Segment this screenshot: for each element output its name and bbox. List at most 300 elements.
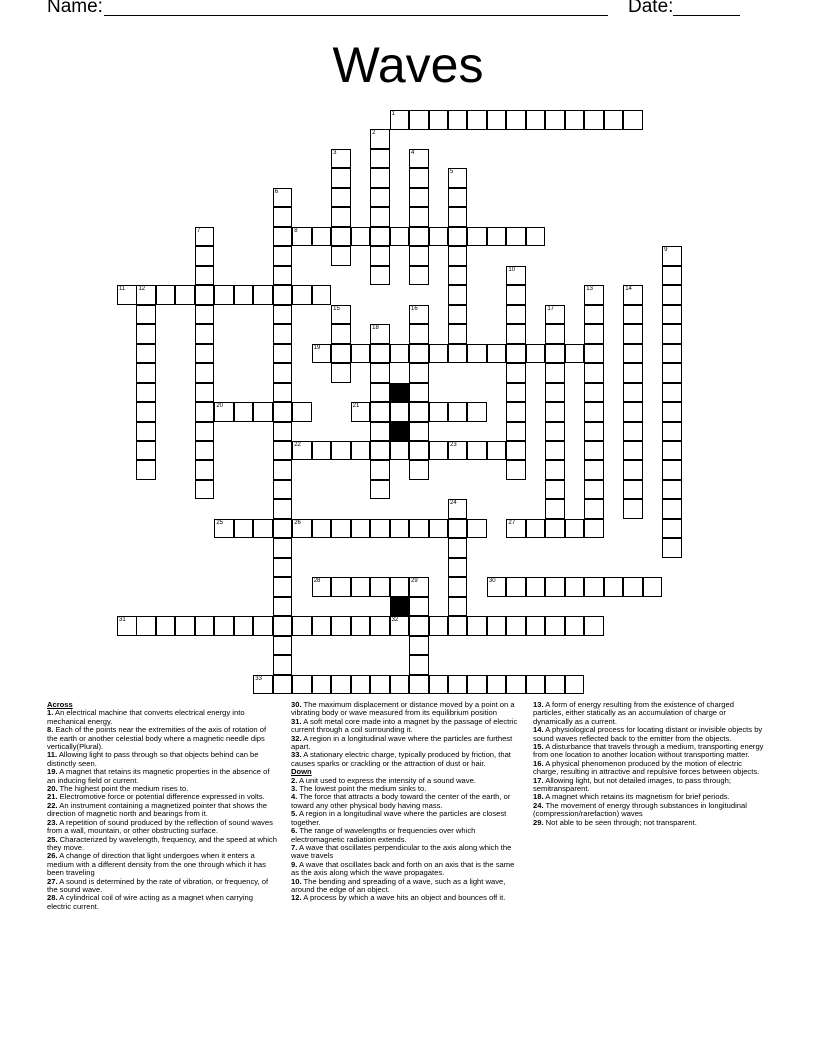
grid-cell[interactable] xyxy=(448,402,468,422)
grid-cell[interactable] xyxy=(312,344,332,364)
grid-cell[interactable] xyxy=(351,441,371,461)
grid-cell[interactable] xyxy=(234,402,254,422)
grid-cell[interactable] xyxy=(273,246,293,266)
grid-cell[interactable] xyxy=(292,519,312,539)
grid-cell[interactable] xyxy=(623,285,643,305)
grid-cell[interactable] xyxy=(409,675,429,695)
grid-cell[interactable] xyxy=(526,675,546,695)
grid-cell[interactable] xyxy=(506,402,526,422)
grid-cell[interactable] xyxy=(195,266,215,286)
grid-cell[interactable] xyxy=(584,285,604,305)
grid-cell[interactable] xyxy=(409,402,429,422)
grid-cell[interactable] xyxy=(487,577,507,597)
grid-cell[interactable] xyxy=(429,675,449,695)
grid-cell[interactable] xyxy=(390,344,410,364)
grid-cell[interactable] xyxy=(526,616,546,636)
grid-cell[interactable] xyxy=(487,344,507,364)
grid-cell[interactable] xyxy=(273,558,293,578)
grid-cell[interactable] xyxy=(331,227,351,247)
grid-cell[interactable] xyxy=(429,616,449,636)
grid-cell[interactable] xyxy=(545,363,565,383)
grid-cell[interactable] xyxy=(429,519,449,539)
grid-cell[interactable] xyxy=(273,441,293,461)
grid-cell[interactable] xyxy=(195,344,215,364)
grid-cell[interactable] xyxy=(526,577,546,597)
grid-cell[interactable] xyxy=(117,616,137,636)
grid-cell[interactable] xyxy=(273,519,293,539)
grid-cell[interactable] xyxy=(545,675,565,695)
grid-cell[interactable] xyxy=(273,616,293,636)
grid-cell[interactable] xyxy=(331,675,351,695)
grid-cell[interactable] xyxy=(351,344,371,364)
grid-cell[interactable] xyxy=(370,207,390,227)
grid-cell[interactable] xyxy=(273,207,293,227)
grid-cell[interactable] xyxy=(545,460,565,480)
grid-cell[interactable] xyxy=(565,110,585,130)
grid-cell[interactable] xyxy=(448,324,468,344)
grid-cell[interactable] xyxy=(448,344,468,364)
grid-cell[interactable] xyxy=(545,499,565,519)
grid-cell[interactable] xyxy=(448,285,468,305)
grid-cell[interactable] xyxy=(623,422,643,442)
grid-cell[interactable] xyxy=(409,266,429,286)
grid-cell[interactable] xyxy=(273,655,293,675)
grid-cell[interactable] xyxy=(273,383,293,403)
grid-cell[interactable] xyxy=(136,402,156,422)
grid-cell[interactable] xyxy=(390,110,410,130)
grid-cell[interactable] xyxy=(448,207,468,227)
grid-cell[interactable] xyxy=(370,383,390,403)
grid-cell[interactable] xyxy=(175,285,195,305)
grid-cell[interactable] xyxy=(175,616,195,636)
grid-cell[interactable] xyxy=(409,305,429,325)
grid-cell[interactable] xyxy=(136,305,156,325)
grid-cell[interactable] xyxy=(370,577,390,597)
grid-cell[interactable] xyxy=(506,441,526,461)
grid-cell[interactable] xyxy=(370,402,390,422)
grid-cell[interactable] xyxy=(584,441,604,461)
grid-cell[interactable] xyxy=(273,188,293,208)
grid-cell[interactable] xyxy=(584,480,604,500)
grid-cell[interactable] xyxy=(584,499,604,519)
grid-cell[interactable] xyxy=(273,636,293,656)
grid-cell[interactable] xyxy=(623,383,643,403)
grid-cell[interactable] xyxy=(409,655,429,675)
grid-cell[interactable] xyxy=(429,344,449,364)
grid-cell[interactable] xyxy=(487,227,507,247)
grid-cell[interactable] xyxy=(429,227,449,247)
grid-cell[interactable] xyxy=(409,110,429,130)
grid-cell[interactable] xyxy=(409,460,429,480)
grid-cell[interactable] xyxy=(253,616,273,636)
grid-cell[interactable] xyxy=(409,422,429,442)
grid-cell[interactable] xyxy=(370,266,390,286)
grid-cell[interactable] xyxy=(604,577,624,597)
grid-cell[interactable] xyxy=(331,305,351,325)
grid-cell[interactable] xyxy=(273,285,293,305)
grid-cell[interactable] xyxy=(506,383,526,403)
grid-cell[interactable] xyxy=(136,460,156,480)
grid-cell[interactable] xyxy=(351,675,371,695)
grid-cell[interactable] xyxy=(292,441,312,461)
grid-cell[interactable] xyxy=(390,402,410,422)
grid-cell[interactable] xyxy=(448,168,468,188)
grid-cell[interactable] xyxy=(623,441,643,461)
grid-cell[interactable] xyxy=(214,616,234,636)
grid-cell[interactable] xyxy=(292,616,312,636)
grid-cell[interactable] xyxy=(370,441,390,461)
grid-cell[interactable] xyxy=(136,324,156,344)
grid-cell[interactable] xyxy=(662,441,682,461)
grid-cell[interactable] xyxy=(331,616,351,636)
grid-cell[interactable] xyxy=(662,519,682,539)
grid-cell[interactable] xyxy=(390,616,410,636)
grid-cell[interactable] xyxy=(662,480,682,500)
grid-cell[interactable] xyxy=(448,519,468,539)
grid-cell[interactable] xyxy=(370,246,390,266)
grid-cell[interactable] xyxy=(604,110,624,130)
grid-cell[interactable] xyxy=(526,519,546,539)
grid-cell[interactable] xyxy=(273,597,293,617)
grid-cell[interactable] xyxy=(370,168,390,188)
grid-cell[interactable] xyxy=(331,207,351,227)
grid-cell[interactable] xyxy=(584,519,604,539)
grid-cell[interactable] xyxy=(292,675,312,695)
grid-cell[interactable] xyxy=(292,227,312,247)
grid-cell[interactable] xyxy=(662,324,682,344)
grid-cell[interactable] xyxy=(565,577,585,597)
grid-cell[interactable] xyxy=(331,519,351,539)
grid-cell[interactable] xyxy=(331,246,351,266)
grid-cell[interactable] xyxy=(370,188,390,208)
grid-cell[interactable] xyxy=(409,519,429,539)
grid-cell[interactable] xyxy=(409,441,429,461)
grid-cell[interactable] xyxy=(448,441,468,461)
grid-cell[interactable] xyxy=(273,227,293,247)
grid-cell[interactable] xyxy=(331,363,351,383)
grid-cell[interactable] xyxy=(136,441,156,461)
grid-cell[interactable] xyxy=(370,227,390,247)
grid-cell[interactable] xyxy=(273,305,293,325)
grid-cell[interactable] xyxy=(409,188,429,208)
grid-cell[interactable] xyxy=(331,168,351,188)
grid-cell[interactable] xyxy=(409,207,429,227)
grid-cell[interactable] xyxy=(448,246,468,266)
grid-cell[interactable] xyxy=(429,110,449,130)
grid-cell[interactable] xyxy=(370,616,390,636)
grid-cell[interactable] xyxy=(565,519,585,539)
grid-cell[interactable] xyxy=(584,460,604,480)
grid-cell[interactable] xyxy=(662,305,682,325)
grid-cell[interactable] xyxy=(273,422,293,442)
grid-cell[interactable] xyxy=(136,363,156,383)
grid-cell[interactable] xyxy=(584,110,604,130)
grid-cell[interactable] xyxy=(234,616,254,636)
grid-cell[interactable] xyxy=(467,227,487,247)
grid-cell[interactable] xyxy=(506,422,526,442)
grid-cell[interactable] xyxy=(273,460,293,480)
grid-cell[interactable] xyxy=(331,344,351,364)
grid-cell[interactable] xyxy=(662,344,682,364)
grid-cell[interactable] xyxy=(662,266,682,286)
grid-cell[interactable] xyxy=(662,460,682,480)
grid-cell[interactable] xyxy=(273,577,293,597)
grid-cell[interactable] xyxy=(506,675,526,695)
grid-cell[interactable] xyxy=(234,285,254,305)
grid-cell[interactable] xyxy=(195,422,215,442)
grid-cell[interactable] xyxy=(214,402,234,422)
grid-cell[interactable] xyxy=(545,577,565,597)
grid-cell[interactable] xyxy=(565,616,585,636)
grid-cell[interactable] xyxy=(467,616,487,636)
grid-cell[interactable] xyxy=(584,363,604,383)
grid-cell[interactable] xyxy=(545,344,565,364)
grid-cell[interactable] xyxy=(487,616,507,636)
grid-cell[interactable] xyxy=(448,110,468,130)
grid-cell[interactable] xyxy=(506,363,526,383)
grid-cell[interactable] xyxy=(390,441,410,461)
grid-cell[interactable] xyxy=(351,402,371,422)
grid-cell[interactable] xyxy=(331,324,351,344)
grid-cell[interactable] xyxy=(409,168,429,188)
grid-cell[interactable] xyxy=(545,441,565,461)
grid-cell[interactable] xyxy=(584,344,604,364)
grid-cell[interactable] xyxy=(273,499,293,519)
grid-cell[interactable] xyxy=(467,344,487,364)
grid-cell[interactable] xyxy=(545,480,565,500)
grid-cell[interactable] xyxy=(623,324,643,344)
grid-cell[interactable] xyxy=(273,324,293,344)
grid-cell[interactable] xyxy=(506,305,526,325)
grid-cell[interactable] xyxy=(506,519,526,539)
grid-cell[interactable] xyxy=(448,227,468,247)
grid-cell[interactable] xyxy=(409,344,429,364)
grid-cell[interactable] xyxy=(195,460,215,480)
grid-cell[interactable] xyxy=(195,616,215,636)
grid-cell[interactable] xyxy=(370,460,390,480)
grid-cell[interactable] xyxy=(117,285,137,305)
grid-cell[interactable] xyxy=(195,324,215,344)
grid-cell[interactable] xyxy=(312,675,332,695)
grid-cell[interactable] xyxy=(409,616,429,636)
grid-cell[interactable] xyxy=(195,305,215,325)
grid-cell[interactable] xyxy=(487,675,507,695)
grid-cell[interactable] xyxy=(312,519,332,539)
grid-cell[interactable] xyxy=(312,227,332,247)
grid-cell[interactable] xyxy=(526,110,546,130)
grid-cell[interactable] xyxy=(467,441,487,461)
grid-cell[interactable] xyxy=(506,324,526,344)
grid-cell[interactable] xyxy=(545,422,565,442)
grid-cell[interactable] xyxy=(234,519,254,539)
grid-cell[interactable] xyxy=(506,227,526,247)
grid-cell[interactable] xyxy=(253,519,273,539)
grid-cell[interactable] xyxy=(584,305,604,325)
grid-cell[interactable] xyxy=(331,188,351,208)
grid-cell[interactable] xyxy=(623,460,643,480)
grid-cell[interactable] xyxy=(448,305,468,325)
grid-cell[interactable] xyxy=(467,675,487,695)
grid-cell[interactable] xyxy=(273,266,293,286)
grid-cell[interactable] xyxy=(623,363,643,383)
grid-cell[interactable] xyxy=(584,324,604,344)
grid-cell[interactable] xyxy=(195,383,215,403)
grid-cell[interactable] xyxy=(662,538,682,558)
grid-cell[interactable] xyxy=(623,480,643,500)
grid-cell[interactable] xyxy=(370,129,390,149)
grid-cell[interactable] xyxy=(565,344,585,364)
grid-cell[interactable] xyxy=(253,675,273,695)
grid-cell[interactable] xyxy=(136,344,156,364)
grid-cell[interactable] xyxy=(448,499,468,519)
grid-cell[interactable] xyxy=(370,675,390,695)
grid-cell[interactable] xyxy=(506,616,526,636)
grid-cell[interactable] xyxy=(545,383,565,403)
grid-cell[interactable] xyxy=(331,149,351,169)
grid-cell[interactable] xyxy=(195,480,215,500)
grid-cell[interactable] xyxy=(156,616,176,636)
grid-cell[interactable] xyxy=(448,558,468,578)
grid-cell[interactable] xyxy=(195,227,215,247)
grid-cell[interactable] xyxy=(195,246,215,266)
grid-cell[interactable] xyxy=(136,383,156,403)
grid-cell[interactable] xyxy=(487,110,507,130)
grid-cell[interactable] xyxy=(448,597,468,617)
grid-cell[interactable] xyxy=(545,110,565,130)
grid-cell[interactable] xyxy=(409,324,429,344)
grid-cell[interactable] xyxy=(487,441,507,461)
grid-cell[interactable] xyxy=(526,227,546,247)
grid-cell[interactable] xyxy=(370,149,390,169)
grid-cell[interactable] xyxy=(584,402,604,422)
grid-cell[interactable] xyxy=(409,383,429,403)
grid-cell[interactable] xyxy=(273,402,293,422)
grid-cell[interactable] xyxy=(370,324,390,344)
grid-cell[interactable] xyxy=(409,363,429,383)
grid-cell[interactable] xyxy=(292,402,312,422)
grid-cell[interactable] xyxy=(409,597,429,617)
grid-cell[interactable] xyxy=(409,636,429,656)
grid-cell[interactable] xyxy=(312,285,332,305)
grid-cell[interactable] xyxy=(390,227,410,247)
grid-cell[interactable] xyxy=(467,402,487,422)
grid-cell[interactable] xyxy=(195,402,215,422)
grid-cell[interactable] xyxy=(409,577,429,597)
grid-cell[interactable] xyxy=(662,402,682,422)
grid-cell[interactable] xyxy=(351,519,371,539)
grid-cell[interactable] xyxy=(584,422,604,442)
grid-cell[interactable] xyxy=(390,519,410,539)
grid-cell[interactable] xyxy=(351,577,371,597)
grid-cell[interactable] xyxy=(545,519,565,539)
grid-cell[interactable] xyxy=(448,188,468,208)
grid-cell[interactable] xyxy=(195,285,215,305)
grid-cell[interactable] xyxy=(273,344,293,364)
grid-cell[interactable] xyxy=(370,363,390,383)
grid-cell[interactable] xyxy=(662,285,682,305)
grid-cell[interactable] xyxy=(623,110,643,130)
grid-cell[interactable] xyxy=(584,577,604,597)
grid-cell[interactable] xyxy=(662,499,682,519)
grid-cell[interactable] xyxy=(253,285,273,305)
grid-cell[interactable] xyxy=(292,285,312,305)
grid-cell[interactable] xyxy=(273,363,293,383)
grid-cell[interactable] xyxy=(545,402,565,422)
grid-cell[interactable] xyxy=(662,363,682,383)
grid-cell[interactable] xyxy=(565,675,585,695)
grid-cell[interactable] xyxy=(662,422,682,442)
grid-cell[interactable] xyxy=(467,110,487,130)
grid-cell[interactable] xyxy=(253,402,273,422)
grid-cell[interactable] xyxy=(506,344,526,364)
grid-cell[interactable] xyxy=(623,577,643,597)
grid-cell[interactable] xyxy=(506,577,526,597)
grid-cell[interactable] xyxy=(584,383,604,403)
grid-cell[interactable] xyxy=(409,149,429,169)
grid-cell[interactable] xyxy=(448,538,468,558)
grid-cell[interactable] xyxy=(370,519,390,539)
grid-cell[interactable] xyxy=(331,441,351,461)
grid-cell[interactable] xyxy=(136,422,156,442)
grid-cell[interactable] xyxy=(156,285,176,305)
grid-cell[interactable] xyxy=(623,499,643,519)
grid-cell[interactable] xyxy=(312,441,332,461)
grid-cell[interactable] xyxy=(312,616,332,636)
grid-cell[interactable] xyxy=(429,402,449,422)
grid-cell[interactable] xyxy=(584,616,604,636)
grid-cell[interactable] xyxy=(136,285,156,305)
grid-cell[interactable] xyxy=(448,675,468,695)
grid-cell[interactable] xyxy=(545,305,565,325)
grid-cell[interactable] xyxy=(623,402,643,422)
grid-cell[interactable] xyxy=(390,577,410,597)
grid-cell[interactable] xyxy=(214,285,234,305)
grid-cell[interactable] xyxy=(506,460,526,480)
grid-cell[interactable] xyxy=(195,441,215,461)
grid-cell[interactable] xyxy=(506,110,526,130)
grid-cell[interactable] xyxy=(390,675,410,695)
grid-cell[interactable] xyxy=(448,577,468,597)
grid-cell[interactable] xyxy=(409,246,429,266)
grid-cell[interactable] xyxy=(273,675,293,695)
grid-cell[interactable] xyxy=(331,577,351,597)
grid-cell[interactable] xyxy=(506,266,526,286)
grid-cell[interactable] xyxy=(351,616,371,636)
grid-cell[interactable] xyxy=(136,616,156,636)
grid-cell[interactable] xyxy=(429,441,449,461)
grid-cell[interactable] xyxy=(506,285,526,305)
grid-cell[interactable] xyxy=(214,519,234,539)
grid-cell[interactable] xyxy=(623,344,643,364)
grid-cell[interactable] xyxy=(448,616,468,636)
grid-cell[interactable] xyxy=(643,577,663,597)
grid-cell[interactable] xyxy=(409,227,429,247)
grid-cell[interactable] xyxy=(545,616,565,636)
grid-cell[interactable] xyxy=(195,363,215,383)
grid-cell[interactable] xyxy=(448,266,468,286)
grid-cell[interactable] xyxy=(623,305,643,325)
grid-cell[interactable] xyxy=(351,227,371,247)
grid-cell[interactable] xyxy=(467,519,487,539)
grid-cell[interactable] xyxy=(370,422,390,442)
grid-cell[interactable] xyxy=(273,538,293,558)
grid-cell[interactable] xyxy=(662,246,682,266)
grid-cell[interactable] xyxy=(662,383,682,403)
grid-cell[interactable] xyxy=(370,344,390,364)
grid-cell[interactable] xyxy=(526,344,546,364)
grid-cell[interactable] xyxy=(312,577,332,597)
grid-cell[interactable] xyxy=(545,324,565,344)
